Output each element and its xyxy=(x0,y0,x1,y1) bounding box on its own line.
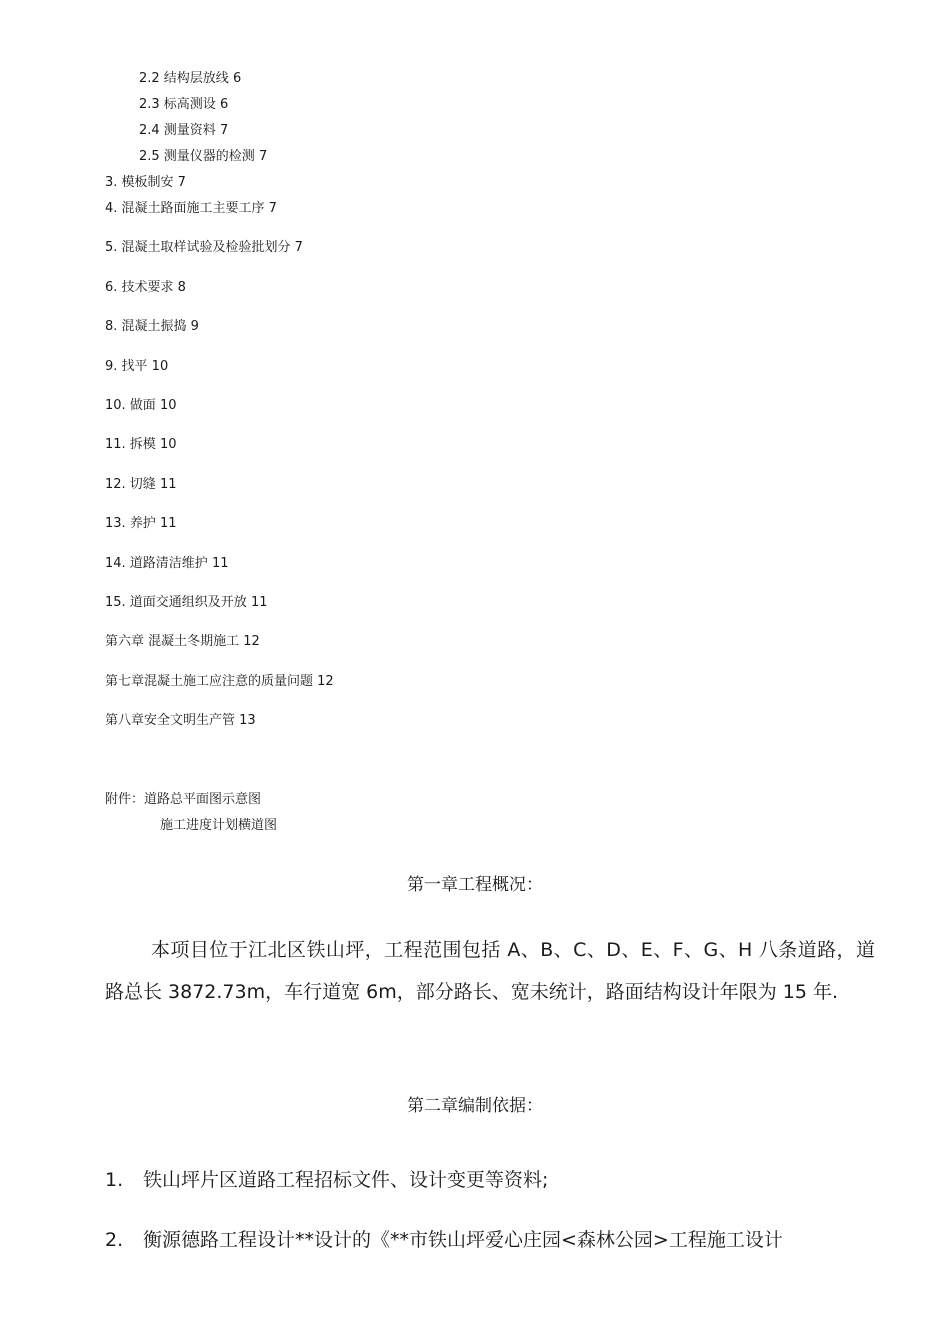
toc-sub-item: 2.3 标高测设 6 xyxy=(139,97,229,112)
toc-item: 14. 道路清洁维护 11 xyxy=(105,556,229,571)
list-number: 1. xyxy=(105,1169,124,1191)
toc-item: 10. 做面 10 xyxy=(105,398,177,413)
toc-sub-item: 2.4 测量资料 7 xyxy=(139,123,229,138)
chapter1-title: 第一章工程概况： xyxy=(407,875,543,895)
toc-item: 12. 切缝 11 xyxy=(105,477,177,492)
attachments-label: 附件：道路总平面图示意图 xyxy=(105,792,262,807)
toc-item: 6. 技术要求 8 xyxy=(105,280,186,295)
chapter2-title: 第二章编制依据： xyxy=(407,1096,543,1116)
toc-item: 第六章 混凝土冬期施工 12 xyxy=(105,634,260,649)
list-item xyxy=(105,1167,880,1193)
toc-item: 13. 养护 11 xyxy=(105,516,177,531)
toc-item: 第八章安全文明生产管 13 xyxy=(105,713,256,728)
toc-item: 9. 找平 10 xyxy=(105,359,169,374)
list-text: 衡源德路工程设计**设计的《**市铁山坪爱心庄园<森林公园>工程施工设计 xyxy=(143,1229,783,1251)
attachments-item: 施工进度计划横道图 xyxy=(160,818,278,833)
toc-item: 第七章混凝土施工应注意的质量问题 12 xyxy=(105,674,334,689)
list-text: 铁山坪片区道路工程招标文件、设计变更等资料; xyxy=(143,1169,549,1191)
toc-item: 8. 混凝土振捣 9 xyxy=(105,319,199,334)
toc-item: 15. 道面交通组织及开放 11 xyxy=(105,595,268,610)
toc-sub-item: 2.2 结构层放线 6 xyxy=(139,71,242,86)
toc-item: 4. 混凝土路面施工主要工序 7 xyxy=(105,201,277,216)
toc-item: 3. 模板制安 7 xyxy=(105,175,186,190)
toc-item: 11. 拆模 10 xyxy=(105,437,177,452)
list-number: 2. xyxy=(105,1229,124,1251)
list-item xyxy=(105,1227,880,1253)
toc-item: 5. 混凝土取样试验及检验批划分 7 xyxy=(105,240,303,255)
toc-sub-item: 2.5 测量仪器的检测 7 xyxy=(139,149,268,164)
chapter1-paragraph: 本项目位于江北区铁山坪，工程范围包括 A、B、C、D、E、F、G、H 八条道路，道路总长 3872.73m，车行道宽 6m，部分路长、宽未统计，路面结构设计年限为 15 年. xyxy=(105,939,875,1003)
